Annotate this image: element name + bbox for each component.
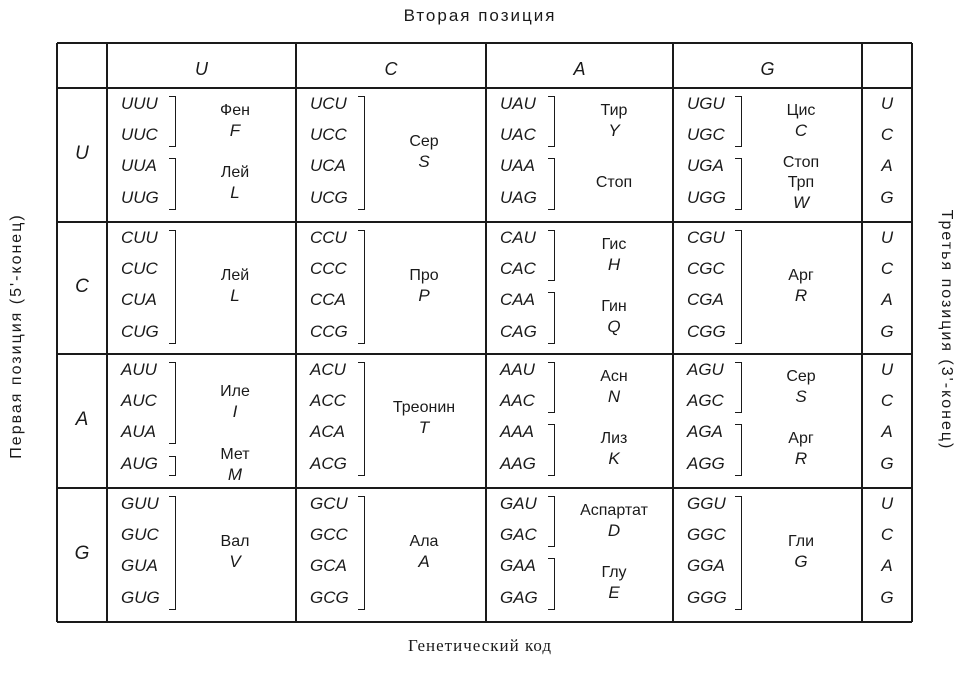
amino-acid-letter: E xyxy=(608,583,620,602)
codon-ugg: UGG xyxy=(687,188,726,207)
amino-acid-label xyxy=(369,532,479,572)
codon-uuc: UUC xyxy=(121,125,158,144)
codon-uua: UUA xyxy=(121,156,157,175)
codon-gcg: GCG xyxy=(310,588,349,607)
codon-group-bracket xyxy=(735,362,742,413)
codon-ucg: UCG xyxy=(310,188,348,207)
first-position-title: Первая позиция (5'-конец) xyxy=(8,213,25,459)
codon-uaa: UAA xyxy=(500,156,535,175)
amino-acid-letter: N xyxy=(607,386,621,406)
codon-uau: UAU xyxy=(500,94,536,113)
amino-acid-letter: D xyxy=(607,520,621,540)
amino-acid-letter: S xyxy=(418,152,430,171)
codon-group-bracket xyxy=(548,230,555,281)
codon-auc: AUC xyxy=(121,391,157,410)
second-position-header-u: U xyxy=(195,59,208,79)
codon-guc: GUC xyxy=(121,525,159,544)
amino-acid-name: Трп xyxy=(787,174,815,191)
amino-acid-label xyxy=(746,266,856,306)
codon-guu: GUU xyxy=(121,494,159,513)
amino-acid-label xyxy=(559,173,669,193)
codon-group-bracket xyxy=(735,230,742,344)
codon-cgc: CGC xyxy=(687,259,725,278)
amino-acid-name: Гин xyxy=(601,298,627,315)
amino-acid-name: Гис xyxy=(601,235,627,253)
codon-aac: AAC xyxy=(500,391,535,410)
codon-aca: ACA xyxy=(310,422,345,441)
first-position-g: G xyxy=(74,543,90,564)
codon-uac: UAC xyxy=(500,125,536,144)
amino-acid-letter: M xyxy=(227,465,243,484)
amino-acid-name: Ала xyxy=(409,533,439,550)
amino-acid-name: Лей xyxy=(220,164,250,181)
amino-acid-letter: L xyxy=(230,286,240,305)
codon-agg: AGG xyxy=(687,454,725,473)
amino-acid-name: Стоп xyxy=(782,154,820,171)
grid-line-vertical xyxy=(295,43,297,622)
amino-acid-label xyxy=(746,101,856,141)
amino-acid-name: Лей xyxy=(220,267,250,284)
codon-aua: AUA xyxy=(121,422,156,441)
codon-gua: GUA xyxy=(121,556,158,575)
first-position-c: C xyxy=(75,276,89,297)
amino-acid-label xyxy=(180,382,290,422)
first-position-a: A xyxy=(75,409,89,430)
amino-acid-name: Гли xyxy=(787,533,815,550)
codon-ucu: UCU xyxy=(310,94,347,113)
amino-acid-name: Мет xyxy=(220,446,250,463)
codon-ugu: UGU xyxy=(687,94,725,113)
codon-group-bracket xyxy=(169,158,176,210)
amino-acid-label xyxy=(559,429,669,469)
codon-auu: AUU xyxy=(121,360,157,379)
codon-uag: UAG xyxy=(500,188,537,207)
codon-group-bracket xyxy=(735,496,742,610)
codon-gug: GUG xyxy=(121,588,160,607)
codon-group-bracket xyxy=(169,230,176,344)
codon-agc: AGC xyxy=(687,391,724,410)
second-position-header-a: A xyxy=(573,59,586,79)
amino-acid-label xyxy=(369,266,479,306)
codon-cua: CUA xyxy=(121,290,157,309)
amino-acid-label xyxy=(746,153,856,213)
codon-group-bracket xyxy=(548,96,555,147)
amino-acid-letter: P xyxy=(418,286,430,305)
codon-cgu: CGU xyxy=(687,228,725,247)
amino-acid-name: Фен xyxy=(220,101,250,119)
codon-cac: CAC xyxy=(500,259,536,278)
third-position-c: C xyxy=(880,391,894,410)
codon-acg: ACG xyxy=(310,454,347,473)
codon-group-bracket xyxy=(548,292,555,344)
third-position-c: C xyxy=(880,125,894,144)
codon-group-bracket xyxy=(735,158,742,210)
amino-acid-name: Арг xyxy=(788,267,814,284)
codon-aug: AUG xyxy=(121,454,158,473)
codon-group-bracket xyxy=(548,424,555,476)
codon-gca: GCA xyxy=(310,556,347,575)
grid-line-vertical xyxy=(106,43,108,622)
amino-acid-letter: F xyxy=(229,120,241,140)
amino-acid-letter: I xyxy=(232,402,238,421)
codon-group-bracket xyxy=(169,456,176,476)
amino-acid-name: Лиз xyxy=(600,430,628,447)
grid-line-vertical xyxy=(56,43,58,622)
third-position-c: C xyxy=(880,259,894,278)
third-position-a: A xyxy=(881,290,893,309)
codon-group-bracket xyxy=(548,558,555,610)
codon-cag: CAG xyxy=(500,322,537,341)
first-position-u: U xyxy=(75,143,89,164)
amino-acid-label xyxy=(180,101,290,141)
amino-acid-letter: C xyxy=(794,120,808,140)
third-position-u: U xyxy=(880,94,894,113)
codon-acc: ACC xyxy=(310,391,346,410)
codon-ggg: GGG xyxy=(687,588,727,607)
amino-acid-label xyxy=(559,501,669,541)
amino-acid-letter: V xyxy=(229,552,241,571)
codon-aau: AAU xyxy=(500,360,535,379)
third-position-u: U xyxy=(880,360,894,379)
amino-acid-name: Арг xyxy=(788,430,814,447)
codon-cca: CCA xyxy=(310,290,346,309)
amino-acid-name: Иле xyxy=(220,383,250,400)
amino-acid-letter: R xyxy=(794,449,808,468)
codon-group-bracket xyxy=(735,96,742,147)
amino-acid-name: Асн xyxy=(600,367,628,385)
codon-aag: AAG xyxy=(500,454,536,473)
codon-ggc: GGC xyxy=(687,525,726,544)
amino-acid-name: Аспартат xyxy=(580,501,648,519)
codon-ccu: CCU xyxy=(310,228,347,247)
codon-group-bracket xyxy=(169,362,176,444)
codon-group-bracket xyxy=(169,496,176,610)
third-position-c: C xyxy=(880,525,894,544)
third-position-u: U xyxy=(880,228,894,247)
codon-group-bracket xyxy=(358,496,365,610)
amino-acid-letter: S xyxy=(795,386,807,406)
second-position-header-g: G xyxy=(760,59,775,79)
third-position-a: A xyxy=(881,156,893,175)
codon-cga: CGA xyxy=(687,290,724,309)
codon-aaa: AAA xyxy=(500,422,535,441)
amino-acid-name: Сер xyxy=(409,133,439,150)
codon-gag: GAG xyxy=(500,588,538,607)
codon-ucc: UCC xyxy=(310,125,347,144)
codon-group-bracket xyxy=(548,496,555,547)
codon-gcu: GCU xyxy=(310,494,348,513)
caption: Генетический код xyxy=(407,636,553,655)
amino-acid-name: Сер xyxy=(786,367,816,385)
amino-acid-letter: W xyxy=(792,193,810,212)
amino-acid-name: Про xyxy=(409,267,439,284)
amino-acid-name: Треонин xyxy=(392,399,456,416)
codon-ccg: CCG xyxy=(310,322,348,341)
amino-acid-label xyxy=(746,367,856,407)
second-position-title: Вторая позиция xyxy=(403,6,557,25)
codon-ccc: CCC xyxy=(310,259,347,278)
third-position-u: U xyxy=(880,494,894,513)
amino-acid-label xyxy=(180,266,290,306)
amino-acid-name: Глу xyxy=(601,564,627,581)
third-position-a: A xyxy=(881,422,893,441)
amino-acid-label xyxy=(559,563,669,603)
amino-acid-letter: L xyxy=(230,183,240,202)
amino-acid-label xyxy=(180,532,290,572)
amino-acid-label xyxy=(559,367,669,407)
amino-acid-label xyxy=(559,101,669,141)
grid-line-vertical xyxy=(485,43,487,622)
codon-group-bracket xyxy=(735,424,742,476)
amino-acid-letter: T xyxy=(418,418,430,437)
codon-gga: GGA xyxy=(687,556,725,575)
codon-cug: CUG xyxy=(121,322,159,341)
codon-group-bracket xyxy=(358,362,365,476)
amino-acid-letter: R xyxy=(794,286,808,305)
grid-line-vertical xyxy=(672,43,674,622)
codon-ugc: UGC xyxy=(687,125,725,144)
second-position-header-c: C xyxy=(384,59,398,79)
codon-uca: UCA xyxy=(310,156,346,175)
codon-gac: GAC xyxy=(500,525,537,544)
amino-acid-letter: H xyxy=(607,254,621,274)
codon-cuc: CUC xyxy=(121,259,158,278)
amino-acid-label xyxy=(180,445,290,485)
codon-group-bracket xyxy=(169,96,176,147)
codon-gau: GAU xyxy=(500,494,537,513)
codon-aga: AGA xyxy=(687,422,723,441)
amino-acid-name: Цис xyxy=(786,101,816,119)
amino-acid-letter: Y xyxy=(608,120,620,140)
codon-cuu: CUU xyxy=(121,228,158,247)
codon-cgg: CGG xyxy=(687,322,726,341)
amino-acid-name: Вал xyxy=(220,533,250,550)
codon-group-bracket xyxy=(358,96,365,210)
codon-group-bracket xyxy=(548,158,555,210)
codon-cau: CAU xyxy=(500,228,536,247)
amino-acid-label xyxy=(559,235,669,275)
third-position-a: A xyxy=(881,556,893,575)
codon-caa: CAA xyxy=(500,290,535,309)
third-position-g: G xyxy=(880,588,894,607)
codon-uuu: UUU xyxy=(121,94,158,113)
third-position-g: G xyxy=(880,188,894,207)
codon-group-bracket xyxy=(358,230,365,344)
third-position-title: Третья позиция (3'-конец) xyxy=(938,209,955,451)
amino-acid-label xyxy=(369,132,479,172)
codon-group-bracket xyxy=(548,362,555,413)
amino-acid-letter: G xyxy=(794,552,808,571)
codon-acu: ACU xyxy=(310,360,346,379)
amino-acid-label xyxy=(559,297,669,337)
amino-acid-label xyxy=(369,398,479,438)
codon-gcc: GCC xyxy=(310,525,348,544)
codon-uga: UGA xyxy=(687,156,724,175)
codon-ggu: GGU xyxy=(687,494,726,513)
amino-acid-letter: Q xyxy=(607,317,621,336)
amino-acid-label xyxy=(746,429,856,469)
third-position-g: G xyxy=(880,322,894,341)
codon-agu: AGU xyxy=(687,360,724,379)
codon-uug: UUG xyxy=(121,188,159,207)
amino-acid-label xyxy=(746,532,856,572)
third-position-g: G xyxy=(880,454,894,473)
codon-gaa: GAA xyxy=(500,556,536,575)
amino-acid-name: Стоп xyxy=(595,174,633,191)
amino-acid-name: Тир xyxy=(600,101,628,119)
amino-acid-letter: K xyxy=(608,449,620,468)
amino-acid-label xyxy=(180,163,290,203)
amino-acid-letter: A xyxy=(418,552,430,571)
